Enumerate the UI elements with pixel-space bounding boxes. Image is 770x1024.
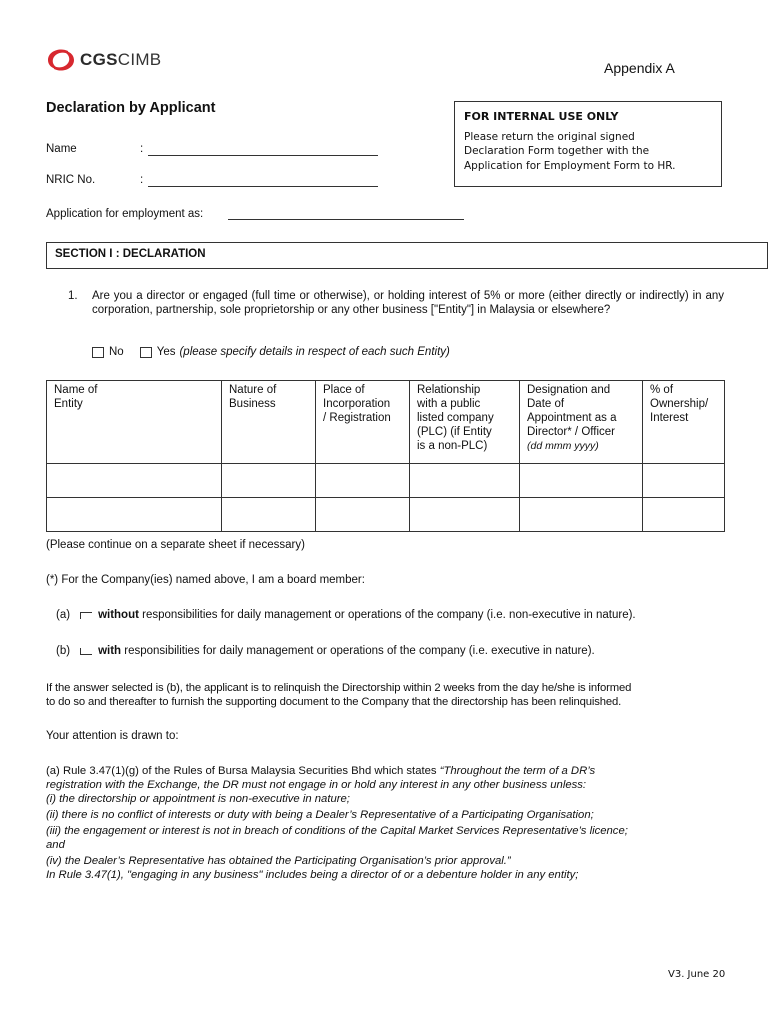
rule-item-iii-and: and [46,839,65,851]
continue-note: (Please continue on a separate sheet if necessary) [46,539,305,551]
question-text: Are you a director or engaged (full time or otherwise), or holding interest of 5% or more (either directly or indirectly) in any corporation, partnership, sole proprietorship or any other business ["Entity"] in Malaysia or elsewhere? [92,290,724,316]
yes-label: Yes [156,346,176,358]
table-cell[interactable] [222,498,316,532]
header-nature-of-business: Nature of Business [222,381,316,464]
table-cell[interactable] [316,498,410,532]
table-cell[interactable] [410,464,520,498]
option-a-checkbox[interactable] [80,612,92,619]
entity-table [46,380,725,532]
table-cell[interactable] [222,464,316,498]
logo-wordmark: CGSCIMB [80,50,162,69]
header-name-of-entity: Name of Entity [47,381,222,464]
yes-checkbox[interactable] [140,347,152,358]
option-a-text: without responsibilities for daily management or operations of the company (i.e. non-executive in nature). [98,609,636,621]
attention-line: Your attention is drawn to: [46,730,179,742]
option-b-checkbox[interactable] [80,648,92,655]
nric-colon: : [140,174,144,186]
nric-label: NRIC No. [46,174,96,186]
header-place-of-incorporation: Place of Incorporation / Registration [316,381,410,464]
table-header-row [47,381,725,464]
application-label: Application for employment as: [46,208,204,220]
no-checkbox[interactable] [92,347,104,358]
internal-use-line-1: Please return the original signed [464,130,635,143]
option-b-text: with responsibilities for daily management or operations of the company (i.e. executive in nature). [98,645,595,657]
internal-use-box [454,101,722,187]
yes-detail: (please specify details in respect of each such Entity) [179,346,450,358]
table-row [47,498,725,532]
rule-item-iii: (iii) the engagement or interest is not in breach of conditions of the Capital Market Services Representative’s licence; [46,825,628,837]
internal-use-line-3: Application for Employment Form to HR. [464,159,676,172]
internal-use-heading: FOR INTERNAL USE ONLY [464,110,619,123]
rule-item-iv: (iv) the Dealer’s Representative has obtained the Participating Organisation’s prior approval.” [46,855,511,867]
page-title: Declaration by Applicant [46,100,216,116]
table-cell[interactable] [520,464,643,498]
company-logo [46,48,161,72]
header-ownership: % of Ownership/ Interest [643,381,725,464]
table-cell[interactable] [410,498,520,532]
table-cell[interactable] [47,464,222,498]
option-b-label: (b) [56,645,71,657]
rule-line-1: (a) Rule 3.47(1)(g) of the Rules of Bursa Malaysia Securities Bhd which states “Throughout the term of a DR’s [46,765,596,777]
version-footer: V3. June 20 [668,969,726,980]
rule-item-i: (i) the directorship or appointment is non-executive in nature; [46,793,350,805]
application-field[interactable] [228,219,464,220]
cgs-cimb-logo-icon [46,48,76,72]
table-cell[interactable] [643,498,725,532]
name-field[interactable] [148,154,378,156]
table-cell[interactable] [47,498,222,532]
relinquish-paragraph: If the answer selected is (b), the applicant is to relinquish the Directorship within 2 weeks from the day he/she is informed to do so and thereafter to furnish the supporting document to the Company that the directorship has been relinquished. [46,682,632,708]
option-a-label: (a) [56,609,71,621]
rule-item-ii: (ii) there is no conflict of interests or duty with being a Dealer’s Representative of a Participating Organisation; [46,809,594,821]
table-cell[interactable] [643,464,725,498]
header-relationship: Relationship with a public listed company (PLC) (if Entity is a non-PLC) [410,381,520,464]
rule-line-2: registration with the Exchange, the DR must not engage in or hold any interest in any other business unless: [46,779,587,791]
table-cell[interactable] [316,464,410,498]
rule-final-line: In Rule 3.47(1), "engaging in any business" includes being a director of or a debenture holder in any entity; [46,869,579,881]
table-cell[interactable] [520,498,643,532]
nric-field[interactable] [148,185,378,187]
section-header: SECTION I : DECLARATION [46,242,768,269]
name-label: Name [46,143,77,155]
yes-no-options [92,346,450,358]
option-a [56,609,636,621]
name-colon: : [140,143,144,155]
header-designation: Designation and Date of Appointment as a Director* / Officer (dd mmm yyyy) [520,381,643,464]
internal-use-line-2: Declaration Form together with the [464,145,650,157]
question-number: 1. [68,290,78,302]
board-member-statement: (*) For the Company(ies) named above, I am a board member: [46,574,365,586]
no-label: No [109,346,124,358]
table-row [47,464,725,498]
option-b [56,645,595,657]
appendix-label: Appendix A [604,60,675,76]
rule-paragraph [46,764,746,882]
